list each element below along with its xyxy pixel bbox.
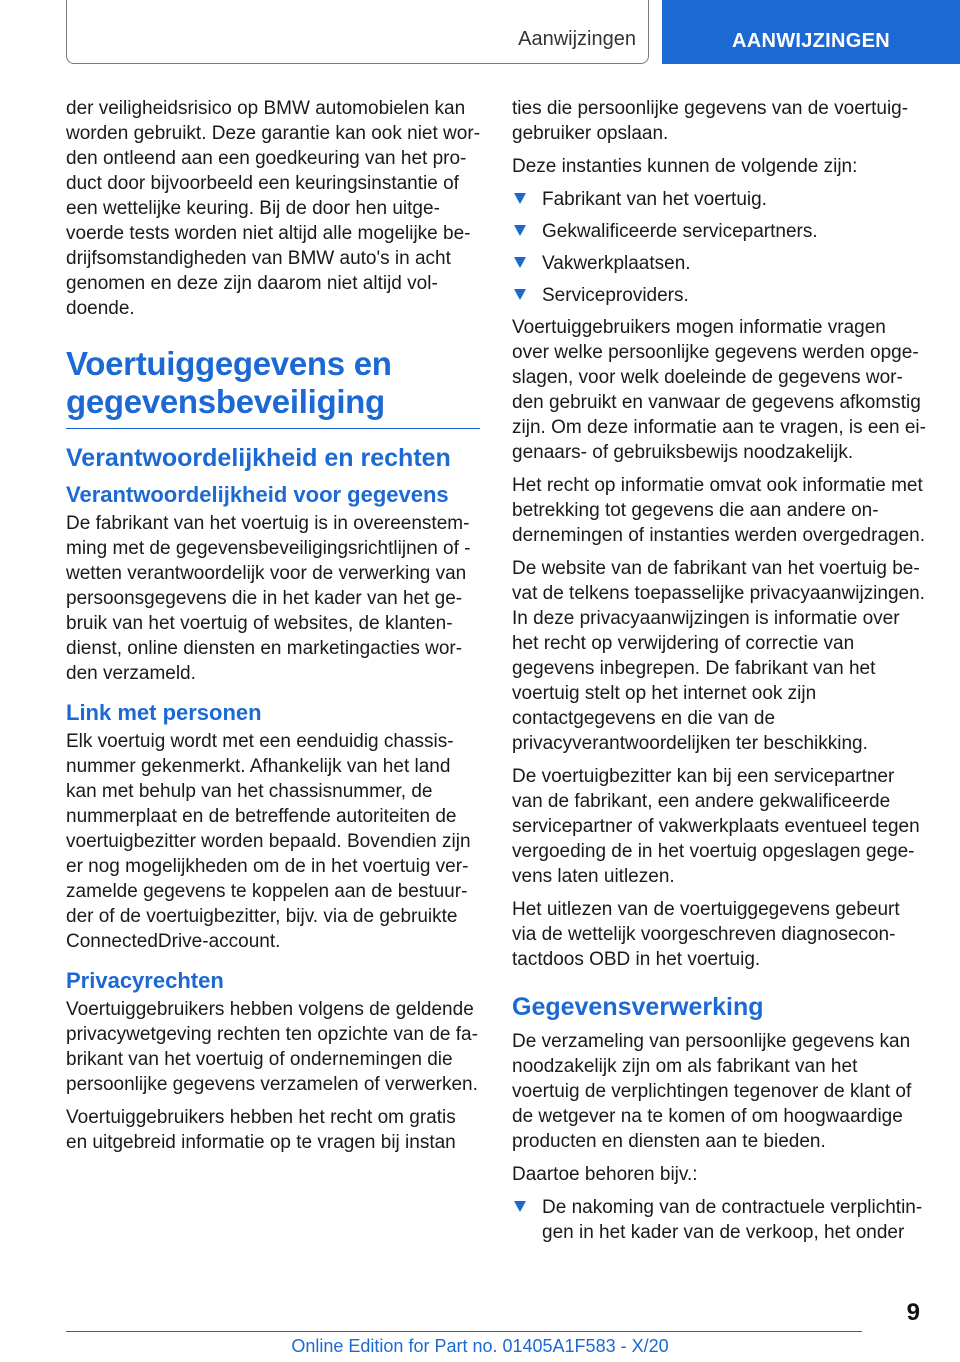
footer-edition: Online Edition for Part no. 01405A1F583 - X/20 (291, 1336, 669, 1356)
section-heading: Voertuiggegevens en gegevensbeveiliging (66, 329, 480, 429)
paragraph-read-out: De voertuigbezitter kan bij een servicepartner van de fabrikant, een andere gekwalificeerde servicepartner of vakwerkplaats eventueel tegen vergoeding de in het voertuig opgeslagen gegevens laten uitlezen. (512, 766, 920, 887)
heading-data-responsibility: Verantwoordelijkheid voor gegevens (66, 482, 449, 507)
bullet-triangle-icon (514, 225, 526, 236)
page-header (0, 0, 960, 64)
paragraph-privacy-rights-2: Voertuiggebruikers hebben het recht om gratis en uitgebreid informatie op te vragen bij instan (66, 1107, 456, 1153)
paragraph-website: De website van de fabrikant van het voertuig bevat de telkens toepasselijke privacyaanwijzingen. In deze privacyaanwijzingen is informatie over het recht op verwijdering of correctie van gegevens inbegrepen. De fabrikant van het voertuig stelt op het internet ook zijn contactgegevens en die van de privacyverantwoordelijken ter beschikking. (512, 558, 925, 754)
paragraph-data-responsibility: De fabrikant van het voertuig is in overeenstemming met de gegevensbeveiligingsrichtlijnen of -wetten verantwoordelijk voor de verwerking van persoonsgegevens die in het kader van het gebruik van het voertuig of websites, de klantendienst, online diensten en marketingacties worden verzameld. (66, 513, 471, 684)
paragraph-continuation: ties die persoonlijke gegevens van de voertuiggebruiker opslaan. (512, 98, 909, 144)
instances-list (512, 187, 928, 308)
header-chapter-tab: AANWIJZINGEN (662, 0, 960, 64)
paragraph-instances-intro: Deze instanties kunnen de volgende zijn: (512, 156, 858, 177)
paragraph-includes: Daartoe behoren bijv.: (512, 1164, 698, 1185)
paragraph-obd: Het uitlezen van de voertuiggegevens gebeurt via de wettelijk voorgeschreven diagnosecontactdoos OBD in het voertuig. (512, 899, 900, 970)
paragraph-processing: De verzameling van persoonlijke gegevens kan noodzakelijk zijn om als fabrikant van het voertuig de verplichtingen tegenover de klant of de wetgever na te komen of om hoogwaardige producten en diensten aan te bieden. (512, 1031, 912, 1152)
intro-paragraph: der veiligheidsrisico op BMW automobielen kan worden gebruikt. Deze garantie kan ook niet worden ontleend aan een goedkeuring van het product door bijvoorbeeld een keuringsinstantie of een wettelijke keuring. Bij de door hen uitgevoerde tests worden niet altijd alle mogelijke bedrijfsomstandigheden van BMW auto's in acht genomen en deze zijn daarom niet altijd voldoende. (66, 98, 481, 319)
heading-link-persons: Link met personen (66, 700, 262, 725)
list-item: Serviceproviders. (512, 283, 928, 308)
list-item: De nakoming van de contractuele verplichtingen in het kader van de verkoop, het onder (512, 1195, 928, 1245)
subsection-heading: Verantwoordelijkheid en rechten (66, 444, 451, 472)
right-column (512, 96, 928, 1252)
list-item: Gekwalificeerde servicepartners. (512, 219, 928, 244)
footer-divider (66, 1331, 862, 1332)
subsection-heading-processing: Gegevensverwerking (512, 993, 764, 1021)
paragraph-privacy-rights-1: Voertuiggebruikers hebben volgens de geldende privacywetgeving rechten ten opzichte van de fabrikant van het voertuig of ondernemingen die persoonlijke gegevens verzamelen of verwerken. (66, 999, 478, 1095)
paragraph-link-persons: Elk voertuig wordt met een eenduidig chassisnummer gekenmerkt. Afhankelijk van het land kan met behulp van het chassisnummer, de nummerplaat en de betreffende autoriteiten de voertuigbezitter worden bepaald. Bovendien zijn er nog mogelijkheden om de in het voertuig verzamelde gegevens te koppelen aan de bestuurder of de voertuigbezitter, bijv. via de gebruikte ConnectedDrive-account. (66, 731, 471, 952)
left-column (66, 96, 480, 1163)
header-section-title: Aanwijzingen (518, 28, 636, 50)
heading-privacy-rights: Privacyrechten (66, 968, 224, 993)
list-item: Fabrikant van het voertuig. (512, 187, 928, 212)
bullet-triangle-icon (514, 193, 526, 204)
processing-list (512, 1195, 928, 1245)
bullet-triangle-icon (514, 257, 526, 268)
paragraph-info-transfer: Het recht op informatie omvat ook informatie met betrekking tot gegevens die aan andere ondernemingen of instanties werden overgedragen. (512, 475, 925, 546)
bullet-triangle-icon (514, 289, 526, 300)
list-item: Vakwerkplaatsen. (512, 251, 928, 276)
bullet-triangle-icon (514, 1201, 526, 1212)
paragraph-info-request: Voertuiggebruikers mogen informatie vragen over welke persoonlijke gegevens werden opgeslagen, voor welk doeleinde de gegevens worden gebruikt en vanwaar de gegevens afkomstig zijn. Om deze informatie aan te vragen, is een eigenaars- of gebruiksbewijs noodzakelijk. (512, 317, 926, 463)
page-number: 9 (906, 1299, 920, 1326)
